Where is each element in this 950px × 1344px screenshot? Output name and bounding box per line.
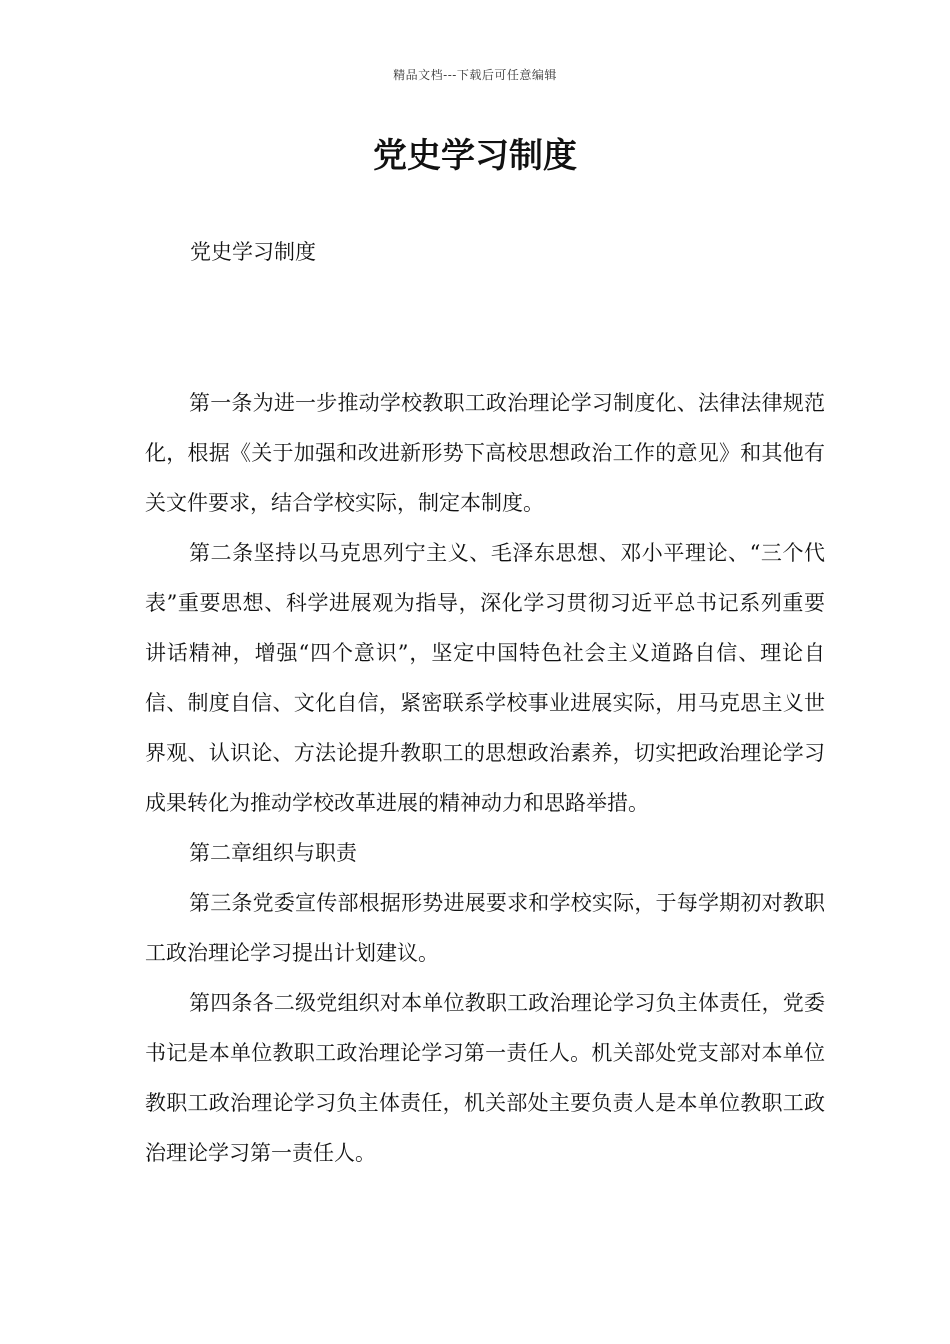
article-4-paragraph: 第四条各二级党组织对本单位教职工政治理论学习负主体责任，党委书记是本单位教职工政治理论学习第一责任人。机关部处党支部对本单位教职工政治理论学习负主体责任，机关部处主要负责人是本单位教职工政治理论学习第一责任人。 (145, 991, 825, 1165)
header-note: 精品文档---下载后可任意编辑 (393, 68, 557, 82)
article-3-paragraph: 第三条党委宣传部根据形势进展要求和学校实际，于每学期初对教职工政治理论学习提出计划建议。 (145, 891, 825, 965)
document-title: 党史学习制度 (373, 136, 577, 176)
document-body (145, 378, 825, 1178)
article-1-paragraph: 第一条为进一步推动学校教职工政治理论学习制度化、法律法律规范化，根据《关于加强和改进新形势下高校思想政治工作的意见》和其他有关文件要求，结合学校实际，制定本制度。 (145, 391, 825, 515)
article-2-paragraph: 第二条坚持以马克思列宁主义、毛泽东思想、邓小平理论、“三个代表”重要思想、科学进展观为指导，深化学习贯彻习近平总书记系列重要讲话精神，增强“四个意识”，坚定中国特色社会主义道路自信、理论自信、制度自信、文化自信，紧密联系学校事业进展实际，用马克思主义世界观、认识论、方法论提升教职工的思想政治素养，切实把政治理论学习成果转化为推动学校改革进展的精神动力和思路举措。 (145, 541, 825, 815)
chapter-heading: 第二章组织与职责 (189, 841, 357, 865)
document-subtitle: 党史学习制度 (190, 240, 316, 264)
